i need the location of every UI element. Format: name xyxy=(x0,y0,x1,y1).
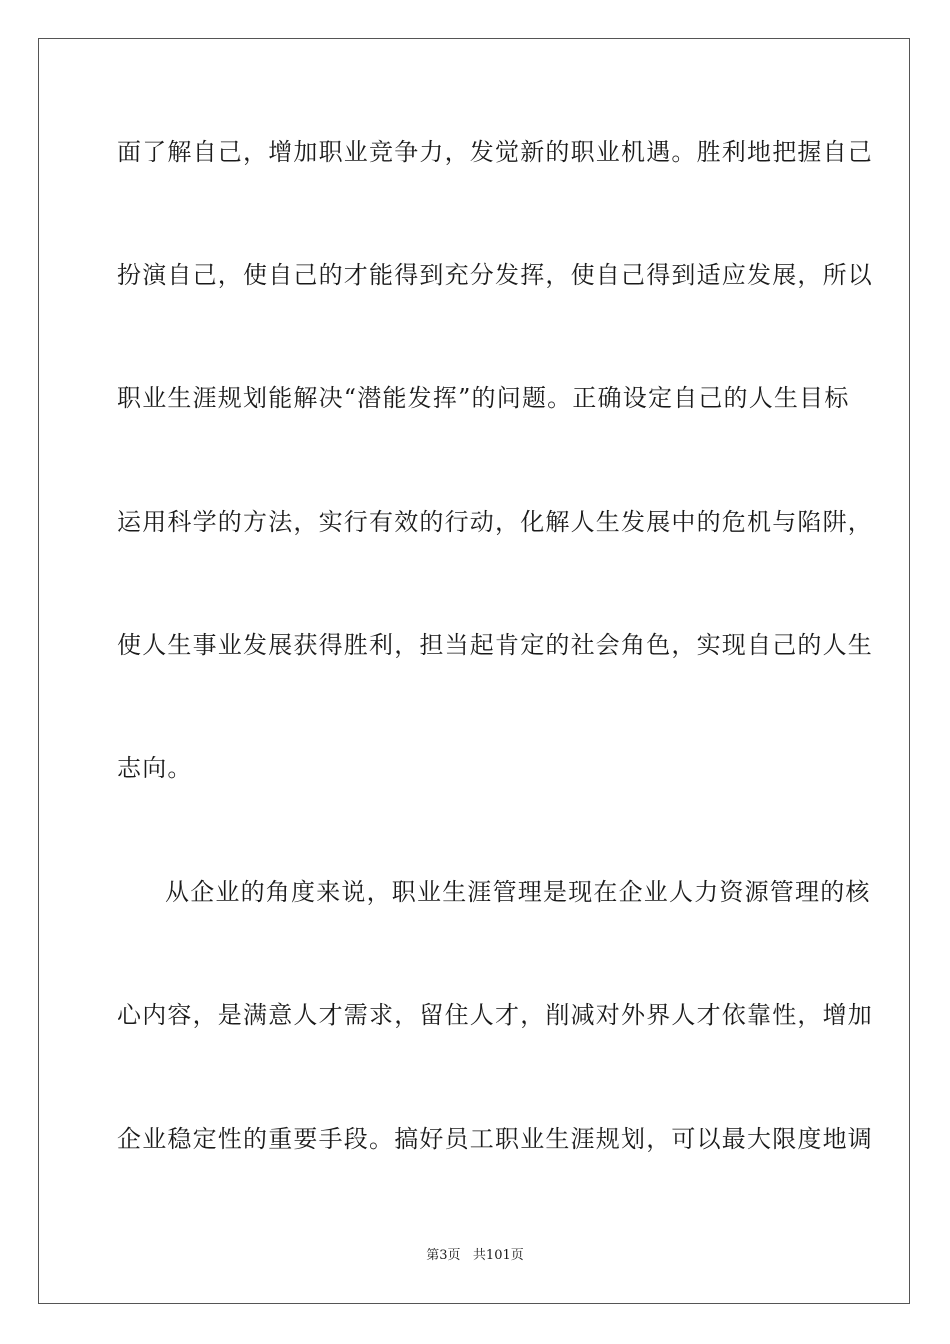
text-line-2: 扮演自己，使自己的才能得到充分发挥，使自己得到适应发展，所以 xyxy=(117,261,873,289)
text-line-9: 企业稳定性的重要手段。搞好员工职业生涯规划，可以最大限度地调 xyxy=(117,1125,873,1153)
text-line-5: 使人生事业发展获得胜利，担当起肯定的社会角色，实现自己的人生 xyxy=(117,631,873,659)
page-border xyxy=(38,38,910,1304)
text-line-4: 运用科学的方法，实行有效的行动，化解人生发展中的危机与陷阱， xyxy=(117,508,873,536)
text-line-7: 从企业的角度来说，职业生涯管理是现在企业人力资源管理的核 xyxy=(165,878,871,906)
text-line-3: 职业生涯规划能解决“潜能发挥”的问题。正确设定自己的人生目标 xyxy=(117,384,850,412)
text-line-8: 心内容，是满意人才需求，留住人才，削减对外界人才依靠性，增加 xyxy=(117,1001,873,1029)
page-number-footer: 第3页 共101页 xyxy=(426,1248,524,1263)
text-line-1: 面了解自己，增加职业竞争力，发觉新的职业机遇。胜利地把握自己 xyxy=(117,138,873,166)
text-line-6: 志向。 xyxy=(117,754,193,782)
